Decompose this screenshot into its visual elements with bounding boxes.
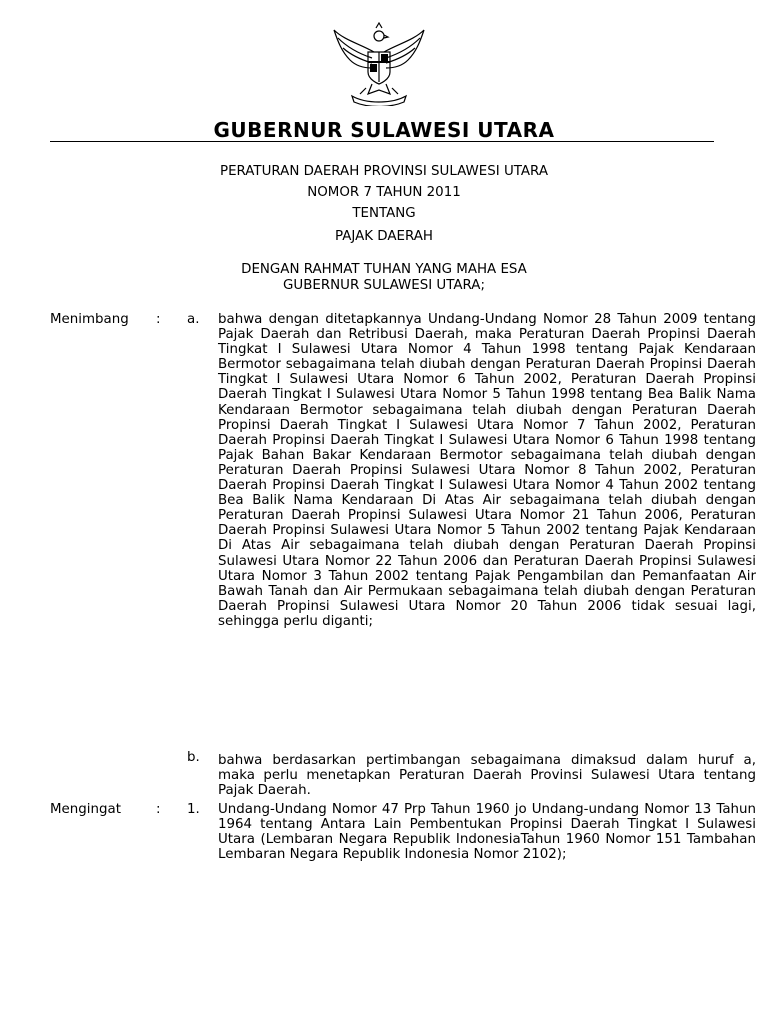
menimbang-item-a-text: bahwa dengan ditetapkannya Undang-Undang Nomor 28 Tahun 2009 tentang Pajak Daerah dan Retribusi Daerah, maka Peraturan Daerah Propinsi Daerah Tingkat I Sulawesi Utara Nomor 4 Tahun 1998 tentang Pajak Kendaraan Bermotor sebagaimana telah diubah dengan Peraturan Daerah Propinsi Daerah Tingkat I Sulawesi Utara Nomor 6 Tahun 2002, Peraturan Daerah Propinsi Daerah Tingkat I Sulawesi Utara Nomor 5 Tahun 1998 tentang Bea Balik Nama Kendaraan Bermotor sebagaimana telah diubah dengan Peraturan Daerah Propinsi Daerah Tingkat I Sulawesi Utara Nomor 7 Tahun 2002, Peraturan Daerah Propinsi Daerah Tingkat I Sulawesi Utara Nomor 6 Tahun 1998 tentang Pajak Bahan Bakar Kendaraan Bermotor sebagaimana telah diubah dengan Peraturan Daerah Propinsi Sulawesi Utara Nomor 8 Tahun 2002, Peraturan Daerah Propinsi Daerah Tingkat I Sulawesi Utara Nomor 4 Tahun 2002 tentang Bea Balik Nama Kendaraan Di Atas Air sebagaimana telah diubah dengan Peraturan Daerah Propinsi Sulawesi Utara Nomor 21 Tahun 2006, Peraturan Daerah Propinsi Sulawesi Utara Nomor 5 Tahun 2002 tentang Pajak Kendaraan Di Atas Air sebagaimana telah diubah dengan Peraturan Daerah Propinsi Sulawesi Utara Nomor 22 Tahun 2006 dan Peraturan Daerah Propinsi Sulawesi Utara Nomor 3 Tahun 2002 tentang Pajak Pengambilan dan Pemanfaatan Air Bawah Tanah dan Air Permukaan sebagaimana telah diubah dengan Peraturan Daerah Propinsi Sulawesi Utara Nomor 20 Tahun 2006 tidak sesuai lagi, sehingga perlu diganti; <box>218 312 756 629</box>
title-divider <box>50 141 714 142</box>
menimbang-colon: : <box>156 312 161 327</box>
mengingat-item-1-marker: 1. <box>187 802 200 817</box>
menimbang-label: Menimbang <box>50 312 129 327</box>
menimbang-item-a-marker: a. <box>187 312 200 327</box>
regulation-number: NOMOR 7 TAHUN 2011 <box>307 185 461 200</box>
garuda-emblem-icon <box>330 22 428 106</box>
regulation-about-label: TENTANG <box>352 206 416 221</box>
preamble-line-2: GUBERNUR SULAWESI UTARA; <box>283 278 485 293</box>
menimbang-item-b-marker: b. <box>187 750 200 765</box>
governor-title: GUBERNUR SULAWESI UTARA <box>213 118 555 142</box>
regulation-heading: PERATURAN DAERAH PROVINSI SULAWESI UTARA <box>220 164 548 179</box>
mengingat-item-1-text: Undang-Undang Nomor 47 Prp Tahun 1960 jo Undang-undang Nomor 13 Tahun 1964 tentang Antara Lain Pembentukan Propinsi Daerah Tingkat I Sulawesi Utara (Lembaran Negara Republik IndonesiaTahun 1960 Nomor 151 Tambahan Lembaran Negara Republik Indonesia Nomor 2102); <box>218 802 756 863</box>
preamble-line-1: DENGAN RAHMAT TUHAN YANG MAHA ESA <box>241 262 527 277</box>
mengingat-label: Mengingat <box>50 802 121 817</box>
menimbang-item-b-text: bahwa berdasarkan pertimbangan sebagaimana dimaksud dalam huruf a, maka perlu menetapkan Peraturan Daerah Provinsi Sulawesi Utara tentang Pajak Daerah. <box>218 753 756 799</box>
mengingat-colon: : <box>156 802 161 817</box>
regulation-subject: PAJAK DAERAH <box>335 229 433 244</box>
